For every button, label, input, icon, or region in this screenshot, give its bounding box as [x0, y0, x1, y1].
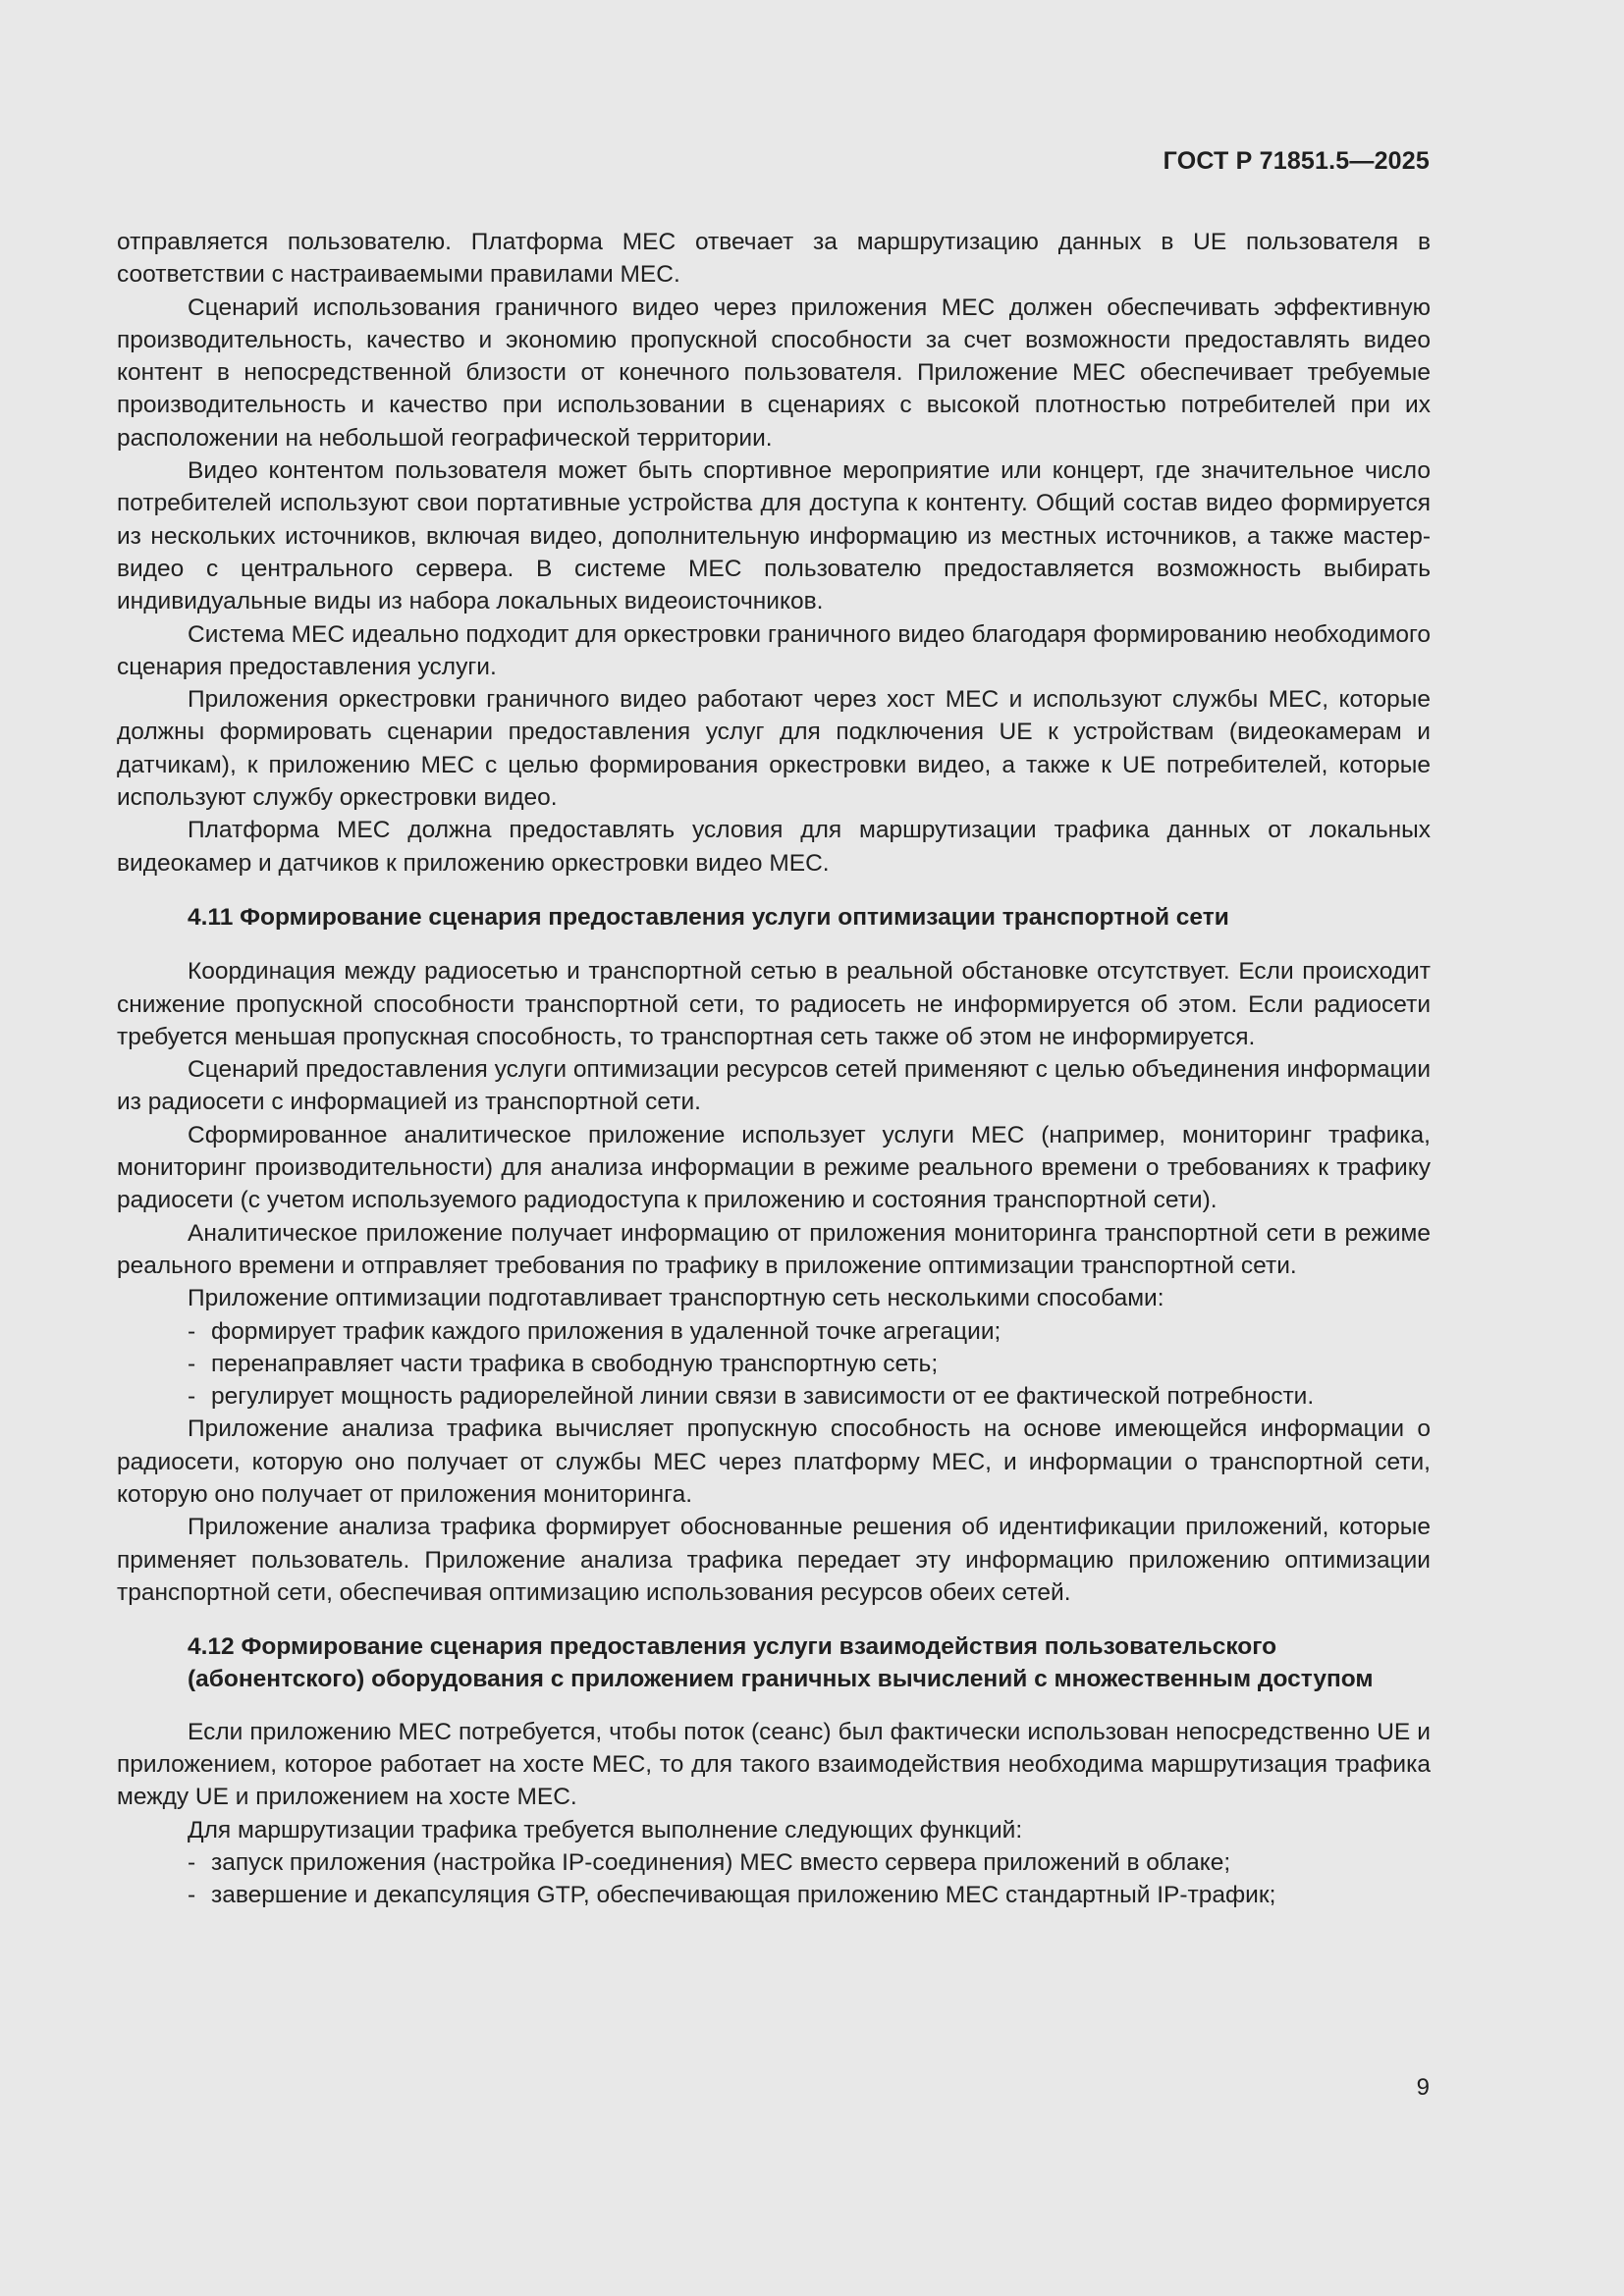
list-dash: - [188, 1317, 196, 1345]
list-item-text: формирует трафик каждого приложения в удаленной точке агрегации; [211, 1317, 1001, 1345]
list-item [117, 1846, 1431, 1879]
paragraph: Платформа МЕС должна предоставлять условия для маршрутизации трафика данных от локальных видеокамер и датчиков к приложению оркестровки видео МЕС. [117, 817, 1431, 877]
paragraph: Для маршрутизации трафика требуется выполнение следующих функций: [188, 1816, 1023, 1843]
list-dash: - [188, 1848, 196, 1876]
list-item-text: завершение и декапсуляция GTP, обеспечивающая приложению МЕС стандартный IP-трафик; [211, 1882, 1276, 1909]
paragraph: Сценарий предоставления услуги оптимизации ресурсов сетей применяют с целью объединения информации из радиосети с информацией из транспортной сети. [117, 1056, 1431, 1116]
section-heading: 4.12 Формирование сценария предоставления услуги взаимодействия пользовательского (абонентского) оборудования с приложением граничных вычислений с множественным доступом [188, 1633, 1374, 1693]
paragraph: Приложение анализа трафика формирует обоснованные решения об идентификации приложений, которые применяет пользователь. Приложение анализа трафика передает эту информацию приложению оптимизации транспортной сети, обеспечивая оптимизацию использования ресурсов обеих сетей. [117, 1514, 1431, 1606]
list-dash: - [188, 1350, 196, 1377]
paragraph: Приложение оптимизации подготавливает транспортную сеть несколькими способами: [188, 1285, 1164, 1312]
paragraph: Сценарий использования граничного видео через приложения МЕС должен обеспечивать эффективную производительность, качество и экономию пропускной способности за счет возможности предоставлять видео контент в непосредственной близости от конечного пользователя. Приложение МЕС обеспечивает требуемые производительность и качество при использовании в сценариях с высокой плотностью потребителей при их расположении на небольшой географической территории. [117, 294, 1431, 452]
list-item [117, 1348, 1431, 1380]
section-heading: 4.11 Формирование сценария предоставления услуги оптимизации транспортной сети [188, 903, 1229, 931]
list-item [117, 1879, 1431, 1911]
list-item-text: регулирует мощность радиорелейной линии связи в зависимости от ее фактической потребности. [211, 1383, 1315, 1411]
paragraph: Сформированное аналитическое приложение использует услуги МЕС (например, мониторинг трафика, мониторинг производительности) для анализа информации в режиме реального времени о требованиях к трафику радиосети (с учетом используемого радиодоступа к приложению и состояния транспортной сети). [117, 1121, 1431, 1214]
page-content [117, 226, 1431, 1912]
list-item-text: запуск приложения (настройка IP-соединения) МЕС вместо сервера приложений в облаке; [211, 1848, 1231, 1876]
list-item [117, 1315, 1431, 1348]
paragraph: Система МЕС идеально подходит для оркестровки граничного видео благодаря формированию необходимого сценария предоставления услуги. [117, 620, 1431, 680]
page-number: 9 [1416, 2074, 1430, 2101]
paragraph: отправляется пользователю. Платформа МЕС отвечает за маршрутизацию данных в UE пользователя в соответствии с настраиваемыми правилами МЕС. [117, 229, 1431, 289]
paragraph: Видео контентом пользователя может быть спортивное мероприятие или концерт, где значительное число потребителей используют свои портативные устройства для доступа к контенту. Общий состав видео формируется из нескольких источников, включая видео, дополнительную информацию из местных источников, а также мастер-видео с центрального сервера. В системе МЕС пользователю предоставляется возможность выбирать индивидуальные виды из набора локальных видеоисточников. [117, 457, 1431, 615]
running-header: ГОСТ Р 71851.5—2025 [1163, 147, 1430, 175]
paragraph: Координация между радиосетью и транспортной сетью в реальной обстановке отсутствует. Если происходит снижение пропускной способности транспортной сети, то радиосеть не информируется об этом. Если радиосети требуется меньшая пропускная способность, то транспортная сеть также об этом не информируется. [117, 958, 1431, 1050]
list-item-text: перенаправляет части трафика в свободную транспортную сеть; [211, 1350, 939, 1377]
list-item [117, 1380, 1431, 1413]
paragraph: Приложения оркестровки граничного видео работают через хост МЕС и используют службы МЕС, которые должны формировать сценарии предоставления услуг для подключения UE к устройствам (видеокамерам и датчикам), к приложению МЕС с целью формирования оркестровки видео, а также к UE потребителей, которые используют службу оркестровки видео. [117, 686, 1431, 812]
paragraph: Аналитическое приложение получает информацию от приложения мониторинга транспортной сети в режиме реального времени и отправляет требования по трафику в приложение оптимизации транспортной сети. [117, 1219, 1431, 1279]
list-dash: - [188, 1383, 196, 1411]
bullet-list [117, 1315, 1431, 1414]
list-dash: - [188, 1882, 196, 1909]
paragraph: Приложение анализа трафика вычисляет пропускную способность на основе имеющейся информации о радиосети, которую оно получает от службы МЕС через платформу МЕС, и информации о транспортной сети, которую оно получает от приложения мониторинга. [117, 1415, 1431, 1508]
paragraph: Если приложению МЕС потребуется, чтобы поток (сеанс) был фактически использован непосредственно UE и приложением, которое работает на хосте МЕС, то для такого взаимодействия необходима маршрутизация трафика между UE и приложением на хосте МЕС. [117, 1718, 1431, 1811]
bullet-list [117, 1846, 1431, 1912]
